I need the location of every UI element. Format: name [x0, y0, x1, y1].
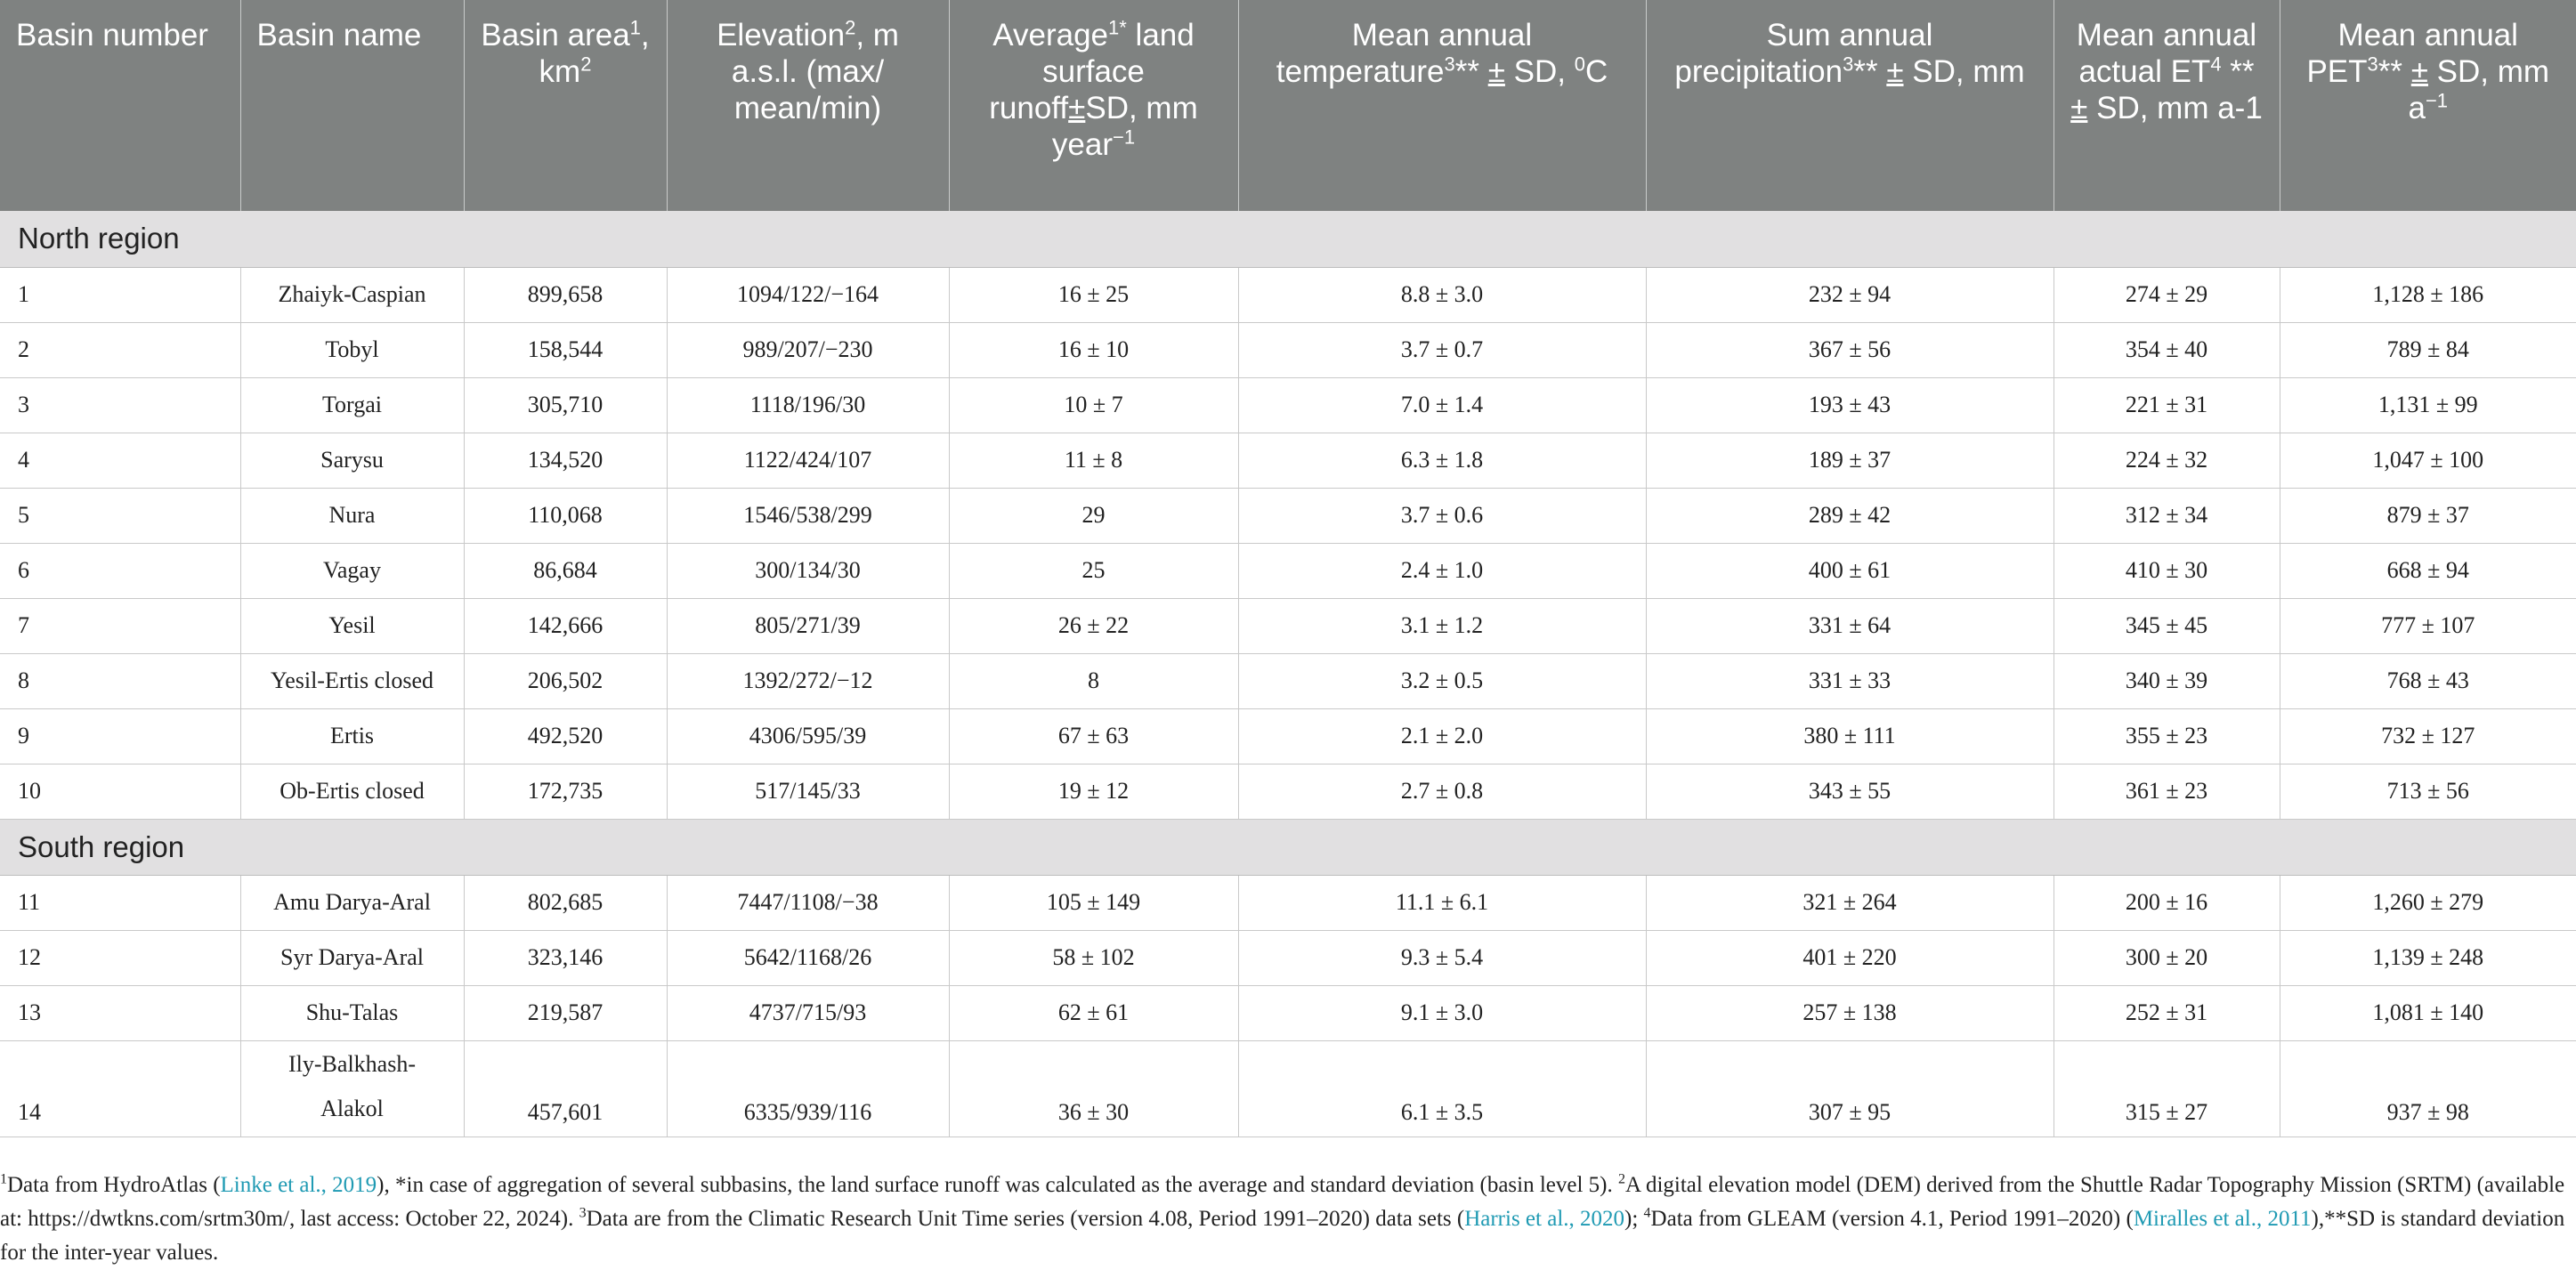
cell-name: Zhaiyk-Caspian [240, 267, 464, 322]
cell-pet: 937 ± 98 [2280, 1040, 2576, 1137]
cell-num: 14 [0, 1040, 240, 1137]
cell-name: Torgai [240, 377, 464, 433]
cell-name: Nura [240, 488, 464, 543]
cell-name: Shu-Talas [240, 985, 464, 1040]
cell-num: 10 [0, 764, 240, 819]
cell-runoff: 25 [949, 543, 1238, 598]
cell-name: Vagay [240, 543, 464, 598]
header-pet: Mean annual $PET^3**$ ± SD, mm $a^{-1}$ [2280, 0, 2576, 211]
cell-runoff: 29 [949, 488, 1238, 543]
cell-area: 802,685 [464, 875, 667, 930]
cell-et: 355 ± 23 [2054, 708, 2280, 764]
table-row [0, 1040, 2576, 1137]
cell-et: 274 ± 29 [2054, 267, 2280, 322]
cell-runoff: 105 ± 149 [949, 875, 1238, 930]
table-row [0, 764, 2576, 819]
cell-runoff: 11 ± 8 [949, 433, 1238, 488]
cell-et: 340 ± 39 [2054, 653, 2280, 708]
cell-num: 1 [0, 267, 240, 322]
cell-et: 361 ± 23 [2054, 764, 2280, 819]
cell-name: Yesil-Ertis closed [240, 653, 464, 708]
cell-num: 13 [0, 985, 240, 1040]
cell-temp: 3.7 ± 0.6 [1238, 488, 1646, 543]
header-basin-area: Basin area$^1$, $km^2$ [464, 0, 667, 211]
table-row [0, 543, 2576, 598]
cell-precip: 343 ± 55 [1646, 764, 2054, 819]
citation-link[interactable]: Miralles et al., 2011 [2133, 1207, 2312, 1231]
table-row [0, 985, 2576, 1040]
cell-name: Ob-Ertis closed [240, 764, 464, 819]
cell-area: 305,710 [464, 377, 667, 433]
cell-elev: 805/271/39 [667, 598, 949, 653]
table-row [0, 875, 2576, 930]
cell-area: 323,146 [464, 930, 667, 985]
citation-link[interactable]: Harris et al., 2020 [1464, 1207, 1625, 1231]
cell-precip: 289 ± 42 [1646, 488, 2054, 543]
cell-precip: 257 ± 138 [1646, 985, 2054, 1040]
region-row-south [0, 819, 2576, 875]
cell-name: Amu Darya-Aral [240, 875, 464, 930]
cell-temp: 11.1 ± 6.1 [1238, 875, 1646, 930]
cell-num: 8 [0, 653, 240, 708]
cell-temp: 2.1 ± 2.0 [1238, 708, 1646, 764]
cell-name-line: Alakol [320, 1095, 384, 1121]
header-precipitation: Sum annual precipitation$^3$** ± SD, mm [1646, 0, 2054, 211]
cell-elev: 1392/272/−12 [667, 653, 949, 708]
cell-name-line: Ily-Balkhash- [288, 1050, 416, 1077]
table-row [0, 433, 2576, 488]
table-footnotes: $^1$Data from HydroAtlas (Linke et al., 2019), *in case of aggregation of several subbasins, the land surface runoff was calculated as the average and standard deviation (basin level 5). $^2$A digital elevation model (DEM) derived from the Shuttle Radar Topography Mission (SRTM) (available at: https://dwtkns.com/srtm30m/, last access: October 22, 2024). $^3$Data are from the Climatic Research Unit Time series (version 4.08, Period 1991–2020) data sets (Harris et al., 2020); $^4$Data from GLEAM (version 4.1, Period 1991–2020) (Miralles et al., 2011),**SD is standard deviation for the inter-year values. [0, 1171, 2565, 1265]
cell-num: 7 [0, 598, 240, 653]
header-actual-et: Mean annual actual $ET^4$ ** ± SD, mm a-1 [2054, 0, 2280, 211]
cell-precip: 307 ± 95 [1646, 1040, 2054, 1137]
cell-temp: 3.7 ± 0.7 [1238, 322, 1646, 377]
region-label: North region [0, 211, 2576, 267]
cell-elev: 1546/538/299 [667, 488, 949, 543]
cell-precip: 380 ± 111 [1646, 708, 2054, 764]
cell-runoff: 36 ± 30 [949, 1040, 1238, 1137]
cell-precip: 232 ± 94 [1646, 267, 2054, 322]
cell-area: 158,544 [464, 322, 667, 377]
cell-area: 142,666 [464, 598, 667, 653]
cell-pet: 1,128 ± 186 [2280, 267, 2576, 322]
cell-temp: 2.4 ± 1.0 [1238, 543, 1646, 598]
cell-precip: 331 ± 33 [1646, 653, 2054, 708]
cell-area: 219,587 [464, 985, 667, 1040]
cell-num: 5 [0, 488, 240, 543]
cell-temp: 6.1 ± 3.5 [1238, 1040, 1646, 1137]
cell-et: 252 ± 31 [2054, 985, 2280, 1040]
cell-temp: 3.2 ± 0.5 [1238, 653, 1646, 708]
table-row [0, 267, 2576, 322]
table-body [0, 211, 2576, 1137]
cell-num: 12 [0, 930, 240, 985]
cell-area: 492,520 [464, 708, 667, 764]
cell-pet: 1,260 ± 279 [2280, 875, 2576, 930]
cell-elev: 1118/196/30 [667, 377, 949, 433]
table-row [0, 930, 2576, 985]
citation-link[interactable]: Linke et al., 2019 [220, 1173, 377, 1197]
cell-elev: 517/145/33 [667, 764, 949, 819]
cell-et: 315 ± 27 [2054, 1040, 2280, 1137]
cell-precip: 400 ± 61 [1646, 543, 2054, 598]
cell-runoff: 16 ± 10 [949, 322, 1238, 377]
cell-pet: 1,139 ± 248 [2280, 930, 2576, 985]
cell-temp: 9.1 ± 3.0 [1238, 985, 1646, 1040]
cell-precip: 401 ± 220 [1646, 930, 2054, 985]
cell-et: 354 ± 40 [2054, 322, 2280, 377]
table-row [0, 708, 2576, 764]
cell-pet: 1,131 ± 99 [2280, 377, 2576, 433]
cell-et: 345 ± 45 [2054, 598, 2280, 653]
cell-name: Ertis [240, 708, 464, 764]
cell-runoff: 19 ± 12 [949, 764, 1238, 819]
cell-name: Sarysu [240, 433, 464, 488]
cell-name: Syr Darya-Aral [240, 930, 464, 985]
cell-runoff: 58 ± 102 [949, 930, 1238, 985]
cell-pet: 768 ± 43 [2280, 653, 2576, 708]
table-row [0, 322, 2576, 377]
cell-et: 312 ± 34 [2054, 488, 2280, 543]
cell-num: 11 [0, 875, 240, 930]
cell-pet: 713 ± 56 [2280, 764, 2576, 819]
cell-area: 172,735 [464, 764, 667, 819]
cell-temp: 7.0 ± 1.4 [1238, 377, 1646, 433]
cell-runoff: 67 ± 63 [949, 708, 1238, 764]
cell-temp: 9.3 ± 5.4 [1238, 930, 1646, 985]
cell-num: 3 [0, 377, 240, 433]
cell-area: 206,502 [464, 653, 667, 708]
cell-elev: 989/207/−230 [667, 322, 949, 377]
cell-pet: 732 ± 127 [2280, 708, 2576, 764]
cell-area: 86,684 [464, 543, 667, 598]
cell-elev: 4306/595/39 [667, 708, 949, 764]
cell-precip: 321 ± 264 [1646, 875, 2054, 930]
cell-pet: 1,047 ± 100 [2280, 433, 2576, 488]
cell-precip: 367 ± 56 [1646, 322, 2054, 377]
region-label: South region [0, 819, 2576, 875]
cell-pet: 789 ± 84 [2280, 322, 2576, 377]
cell-temp: 3.1 ± 1.2 [1238, 598, 1646, 653]
cell-elev: 5642/1168/26 [667, 930, 949, 985]
cell-elev: 4737/715/93 [667, 985, 949, 1040]
cell-temp: 8.8 ± 3.0 [1238, 267, 1646, 322]
cell-et: 200 ± 16 [2054, 875, 2280, 930]
cell-area: 899,658 [464, 267, 667, 322]
table-row [0, 377, 2576, 433]
cell-num: 6 [0, 543, 240, 598]
cell-pet: 1,081 ± 140 [2280, 985, 2576, 1040]
table-row [0, 653, 2576, 708]
cell-pet: 668 ± 94 [2280, 543, 2576, 598]
cell-precip: 331 ± 64 [1646, 598, 2054, 653]
cell-runoff: 26 ± 22 [949, 598, 1238, 653]
cell-runoff: 8 [949, 653, 1238, 708]
cell-pet: 777 ± 107 [2280, 598, 2576, 653]
cell-precip: 189 ± 37 [1646, 433, 2054, 488]
cell-num: 2 [0, 322, 240, 377]
cell-name: Tobyl [240, 322, 464, 377]
cell-pet: 879 ± 37 [2280, 488, 2576, 543]
header-elevation: Elevation$^2$, m a.s.l. (max/ mean/min) [667, 0, 949, 211]
cell-elev: 1094/122/−164 [667, 267, 949, 322]
cell-name [240, 1040, 464, 1137]
table-header [0, 0, 2576, 211]
cell-num: 9 [0, 708, 240, 764]
header-runoff: Average$^{1*}$ land surface runoff±SD, mm year$^{-1}$ [949, 0, 1238, 211]
header-basin-name: Basin name [240, 0, 464, 211]
header-temperature: Mean annual temperature$^3$** ± SD, $^0$C [1238, 0, 1646, 211]
cell-area: 457,601 [464, 1040, 667, 1137]
header-basin-number: Basin number [0, 0, 240, 211]
cell-area: 134,520 [464, 433, 667, 488]
cell-et: 221 ± 31 [2054, 377, 2280, 433]
cell-elev: 7447/1108/−38 [667, 875, 949, 930]
cell-precip: 193 ± 43 [1646, 377, 2054, 433]
cell-num: 4 [0, 433, 240, 488]
cell-runoff: 62 ± 61 [949, 985, 1238, 1040]
cell-et: 410 ± 30 [2054, 543, 2280, 598]
table-row [0, 598, 2576, 653]
cell-runoff: 16 ± 25 [949, 267, 1238, 322]
cell-temp: 6.3 ± 1.8 [1238, 433, 1646, 488]
table-row [0, 488, 2576, 543]
cell-elev: 6335/939/116 [667, 1040, 949, 1137]
region-row-north [0, 211, 2576, 267]
cell-runoff: 10 ± 7 [949, 377, 1238, 433]
cell-et: 224 ± 32 [2054, 433, 2280, 488]
cell-et: 300 ± 20 [2054, 930, 2280, 985]
cell-name: Yesil [240, 598, 464, 653]
cell-temp: 2.7 ± 0.8 [1238, 764, 1646, 819]
cell-elev: 300/134/30 [667, 543, 949, 598]
cell-elev: 1122/424/107 [667, 433, 949, 488]
cell-area: 110,068 [464, 488, 667, 543]
